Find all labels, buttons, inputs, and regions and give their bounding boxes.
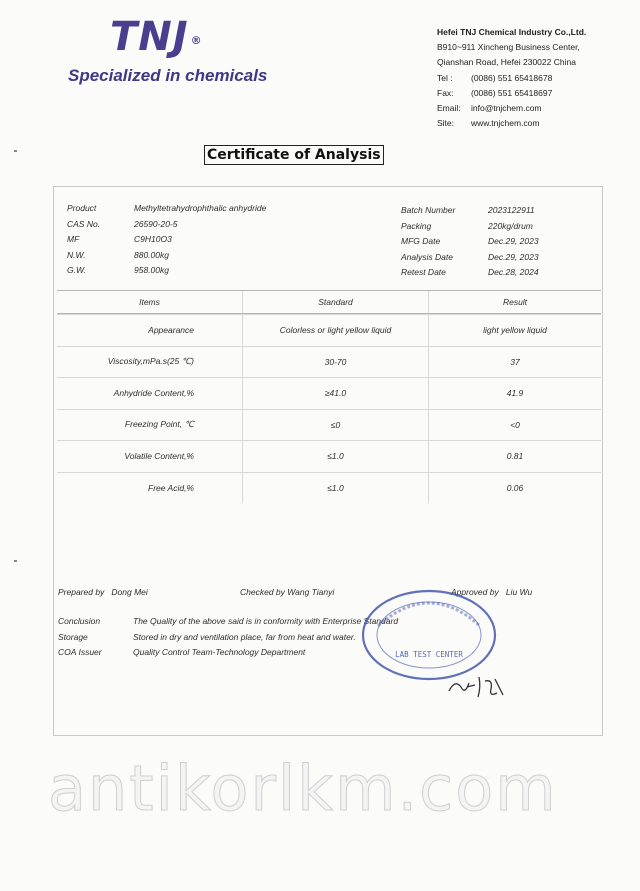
product-labels-left <box>67 203 100 281</box>
storage-text: Stored in dry and ventilation place, far from heat and water. <box>133 631 356 642</box>
checked-by <box>240 587 334 597</box>
prepared-label: Prepared by <box>58 587 105 597</box>
checked-name: Wang Tianyi <box>287 587 335 597</box>
product-values-right <box>488 205 539 283</box>
storage-row <box>58 632 398 648</box>
info-value: 220kg/drum <box>488 220 533 231</box>
table-row <box>57 409 601 441</box>
company-info <box>437 25 586 131</box>
row-standard: ≥41.0 <box>242 378 428 409</box>
row-item: Viscosity,mPa.s(25 ℃) <box>107 356 194 367</box>
table-row <box>57 440 601 472</box>
header-items: Items <box>139 297 160 307</box>
row-item: Free Acid,% <box>148 482 194 493</box>
scan-mark <box>14 150 17 152</box>
address-line-1: B910~911 Xincheng Business Center, <box>437 42 580 53</box>
tel-label: Tel : <box>437 72 453 83</box>
row-standard: ≤0 <box>242 410 428 441</box>
email-row <box>437 101 586 116</box>
info-label: MFG Date <box>401 236 441 246</box>
row-item: Anhydride Content,% <box>113 388 194 399</box>
info-value: Dec.29, 2023 <box>488 251 539 262</box>
info-label: Analysis Date <box>401 251 453 262</box>
prepared-name: Dong Mei <box>111 587 148 597</box>
stamp-text: LAB TEST CENTER <box>395 650 463 659</box>
conclusion-text: The Quality of the above said is in conformity with Enterprise Standard <box>133 616 399 626</box>
row-standard: ≤1.0 <box>242 441 428 472</box>
info-label: Retest Date <box>401 267 446 277</box>
conclusion-row <box>58 616 398 632</box>
company-name: Hefei TNJ Chemical Industry Co.,Ltd. <box>437 27 587 37</box>
fax-row <box>437 86 586 101</box>
checked-label: Checked by <box>240 587 285 597</box>
table-row <box>57 314 601 346</box>
row-standard: ≤1.0 <box>242 473 428 504</box>
scan-mark <box>14 560 17 562</box>
info-label: Packing <box>401 220 432 231</box>
info-label: MF <box>67 234 80 244</box>
table-row <box>57 472 601 504</box>
handwritten-signature <box>445 673 511 701</box>
product-values-left <box>134 203 266 281</box>
document-title: Certificate of Analysis <box>204 145 384 165</box>
approved-name: Liu Wu <box>505 587 533 597</box>
row-result: 0.81 <box>428 441 601 472</box>
issuer-row <box>58 647 398 663</box>
row-standard: 30-70 <box>242 347 428 378</box>
info-value: 880.00kg <box>134 249 169 260</box>
info-value: Methyltetrahydrophthalic anhydride <box>134 203 267 213</box>
table-row <box>57 377 601 409</box>
site-value[interactable]: www.tnjchem.com <box>471 118 540 129</box>
header-result: Result <box>428 291 601 313</box>
row-result: 37 <box>428 347 601 378</box>
info-label: N.W. <box>67 249 86 260</box>
approved-label: Approved by <box>451 587 499 597</box>
storage-label: Storage <box>58 631 88 642</box>
info-value: Dec.29, 2023 <box>488 236 539 246</box>
registered-mark: ® <box>190 34 203 47</box>
row-result: light yellow liquid <box>428 315 601 346</box>
issuer-label: COA Issuer <box>58 647 102 657</box>
row-standard: Colorless or light yellow liquid <box>242 315 428 346</box>
table-header <box>57 290 601 314</box>
tel-value: (0086) 551 65418678 <box>471 72 553 83</box>
info-value: 2023122911 <box>488 205 535 215</box>
row-item: Volatile Content,% <box>124 451 194 462</box>
table-row <box>57 346 601 378</box>
footer-notes <box>58 616 398 663</box>
info-label: Product <box>67 203 97 213</box>
tel-row <box>437 71 586 86</box>
site-label: Site: <box>437 118 455 129</box>
results-table <box>57 290 601 503</box>
row-item: Appearance <box>148 325 194 336</box>
fax-value: (0086) 551 65418697 <box>471 87 553 98</box>
info-value: Dec.28, 2024 <box>488 267 539 277</box>
company-logo <box>110 14 203 60</box>
product-labels-right <box>401 205 455 283</box>
info-label: G.W. <box>67 265 87 275</box>
email-label: Email: <box>437 103 461 114</box>
watermark: antikorlkm.com <box>48 752 558 825</box>
fax-label: Fax: <box>437 87 454 98</box>
info-label: Batch Number <box>401 205 456 215</box>
row-result: 41.9 <box>428 378 601 409</box>
issuer-text: Quality Control Team-Technology Department <box>133 647 306 657</box>
prepared-by <box>58 587 148 597</box>
header-standard: Standard <box>242 291 428 313</box>
info-label: CAS No. <box>67 218 101 229</box>
address-line-2: Qianshan Road, Hefei 230022 China <box>437 57 576 68</box>
logo-text: TNJ <box>110 14 189 60</box>
conclusion-label: Conclusion <box>58 616 101 626</box>
row-item: Freezing Point, ℃ <box>124 419 194 430</box>
info-value: 26590-20-5 <box>134 218 178 229</box>
site-row <box>437 116 586 131</box>
row-result: 0.06 <box>428 473 601 504</box>
info-value: 958.00kg <box>134 265 169 275</box>
info-value: C9H10O3 <box>134 234 172 244</box>
email-value[interactable]: info@tnjchem.com <box>471 103 542 114</box>
tagline: Specialized in chemicals <box>68 66 268 85</box>
official-stamp <box>360 588 498 682</box>
row-result: <0 <box>428 410 601 441</box>
